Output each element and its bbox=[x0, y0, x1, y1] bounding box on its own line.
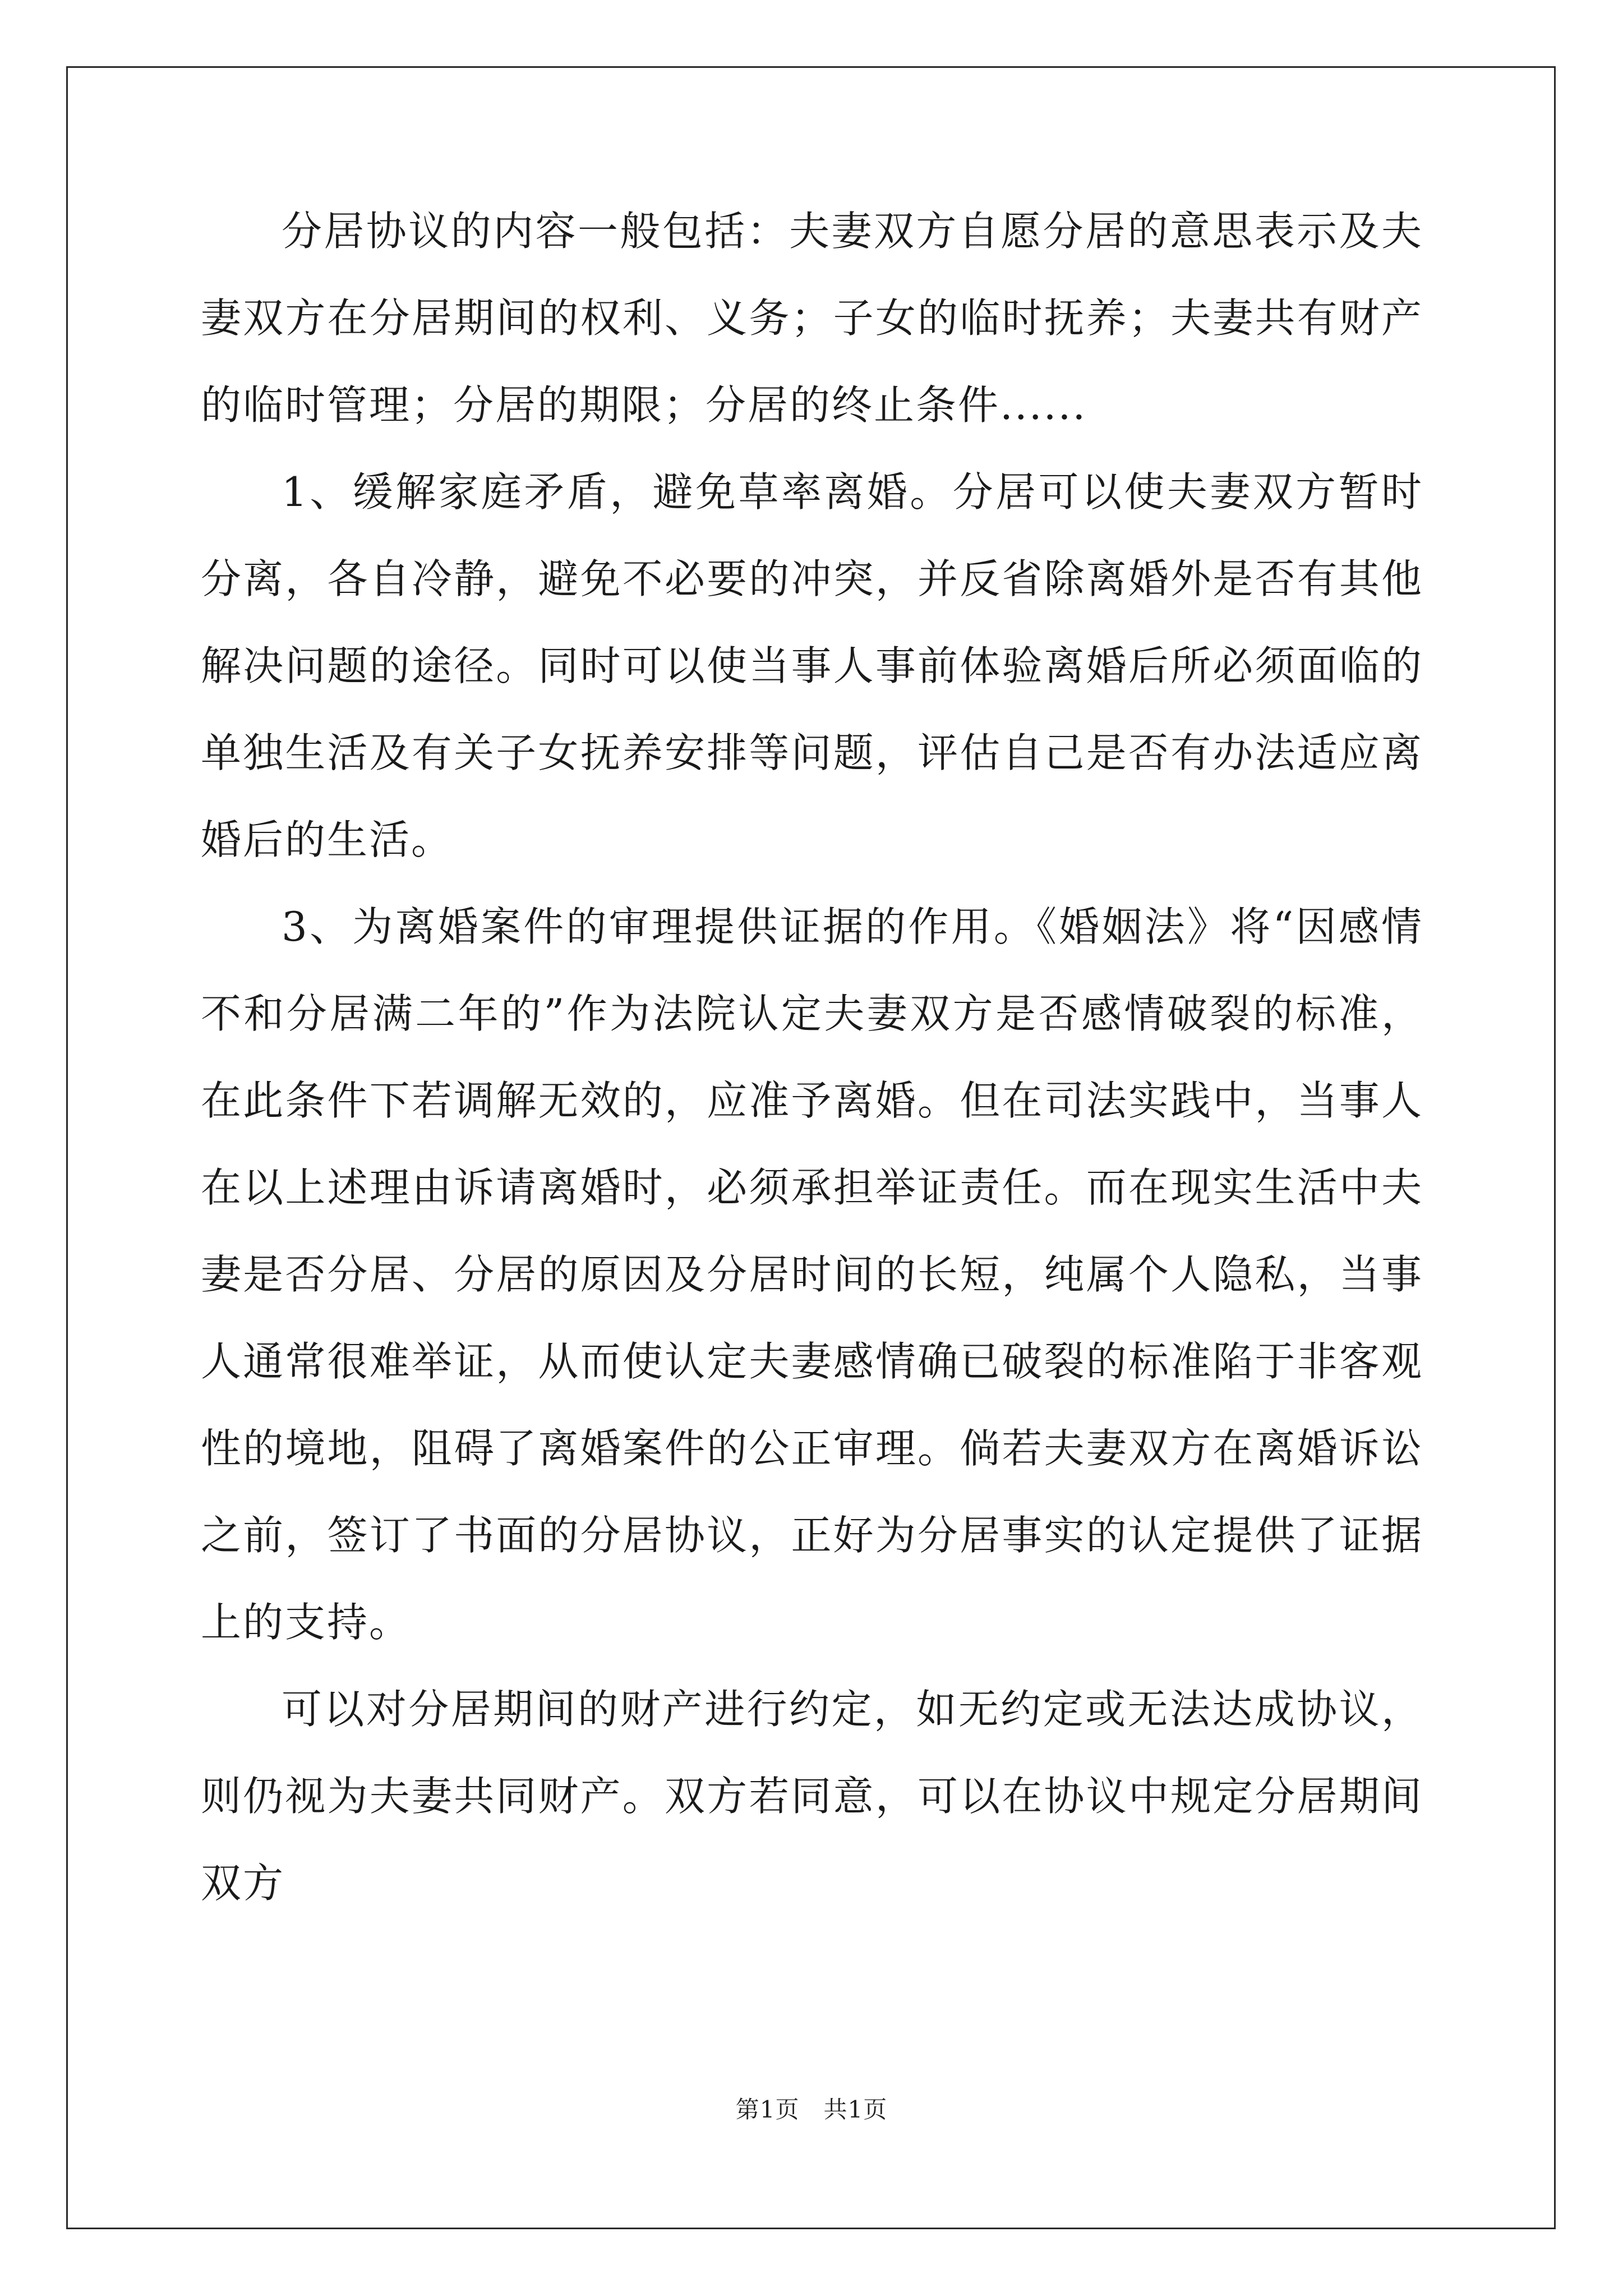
paragraph-evidence-for-divorce-trial: 3、为离婚案件的审理提供证据的作用。《婚姻法》将“因感情不和分居满二年的”作为法院认定夫妻双方是否感情破裂的标准，在此条件下若调解无效的，应准予离婚。但在司法实践中，当事人在以上述理由诉请离婚时，必须承担举证责任。而在现实生活中夫妻是否分居、分居的原因及分居时间的长短，纯属个人隐私，当事人通常很难举证，从而使认定夫妻感情确已破裂的标准陷于非客观性的境地，阻碍了离婚案件的公正审理。倘若夫妻双方在离婚诉讼之前，签订了书面的分居协议，正好为分居事实的认定提供了证据上的支持。 bbox=[201, 903, 1423, 1646]
paragraph-separation-agreement-contents: 分居协议的内容一般包括：夫妻双方自愿分居的意思表示及夫妻双方在分居期间的权利、义务；子女的临时抚养；夫妻共有财产的临时管理；分居的期限；分居的终止条件...... bbox=[201, 208, 1423, 429]
document-body bbox=[201, 188, 1423, 1927]
page-number-footer: 第1页 共1页 bbox=[735, 2096, 888, 2123]
paragraph-property-agreement: 可以对分居期间的财产进行约定，如无约定或无法达成协议，则仍视为夫妻共同财产。双方若同意，可以在协议中规定分居期间双方 bbox=[201, 1686, 1423, 1907]
paragraph-ease-family-conflict: 1、缓解家庭矛盾，避免草率离婚。分居可以使夫妻双方暂时分离，各自冷静，避免不必要的冲突，并反省除离婚外是否有其他解决问题的途径。同时可以使当事人事前体验离婚后所必须面临的单独生活及有关子女抚养安排等问题，评估自己是否有办法适应离婚后的生活。 bbox=[201, 468, 1423, 863]
